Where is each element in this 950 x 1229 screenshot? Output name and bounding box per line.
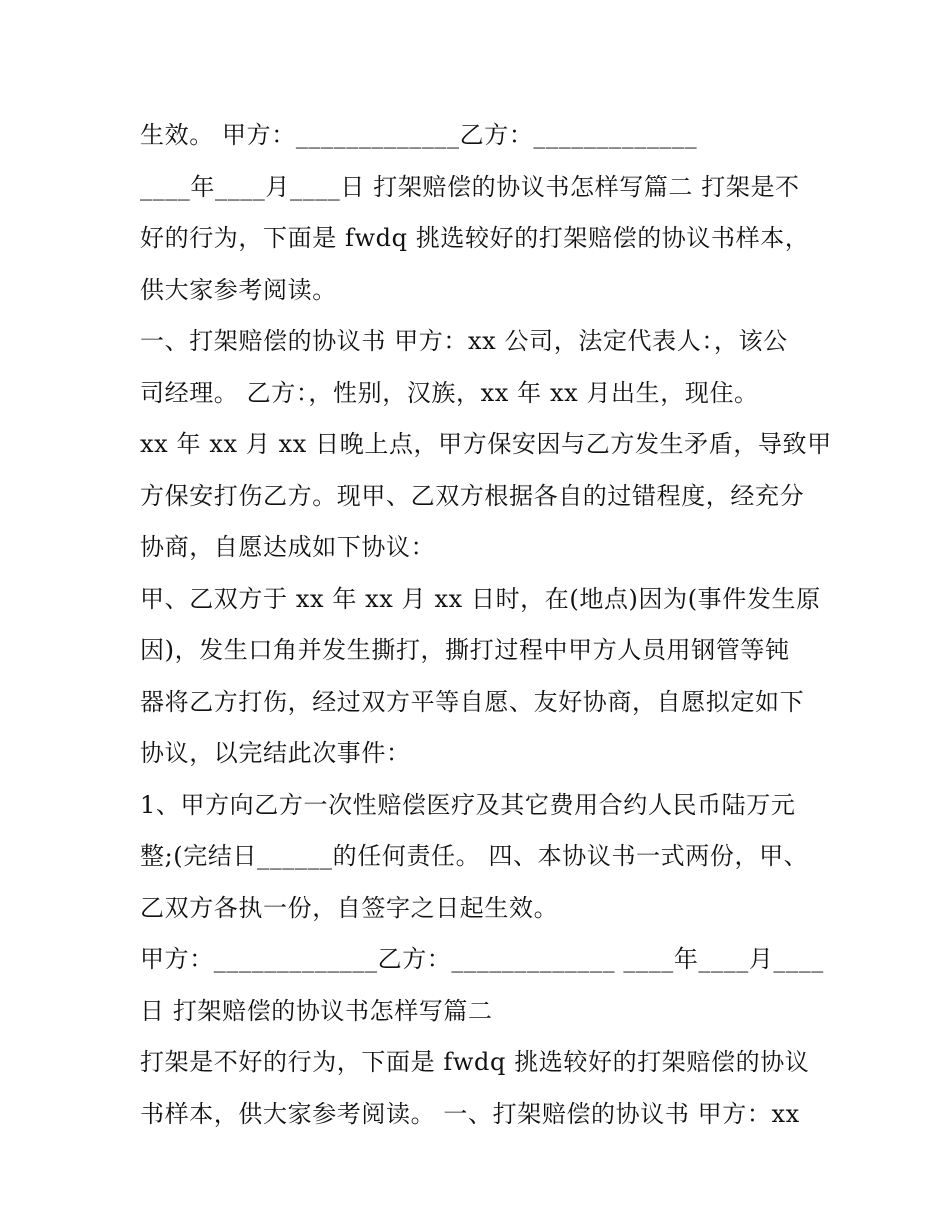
text-line: 协议，以完结此次事件： <box>140 739 411 767</box>
text-line: 司经理。 乙方：，性别，汉族，xx 年 xx 月出生，现住。 <box>140 378 759 407</box>
text-line: 方保安打伤乙方。现甲、乙双方根据各自的过错程度，经充分 <box>140 481 805 510</box>
text-line: 好的行为，下面是 fwdq 挑选较好的打架赔偿的协议书样本， <box>140 224 810 252</box>
text-line: 供大家参考阅读。 <box>140 275 337 304</box>
document-body <box>140 110 832 1140</box>
text-line: 因)，发生口角并发生撕打，撕打过程中甲方人员用钢管等钝 <box>140 636 790 664</box>
text-line: 协商，自愿达成如下协议： <box>140 533 436 561</box>
text-line: 乙双方各执一份，自签字之日起生效。 <box>140 893 559 922</box>
text-line: ____年____月____日 打架赔偿的协议书怎样写篇二 打架是不 <box>140 172 800 201</box>
text-line: 生效。 甲方：_____________乙方：_____________ <box>140 121 698 149</box>
text-line: 甲、乙双方于 xx 年 xx 月 xx 日时，在(地点)因为(事件发生原 <box>140 584 821 613</box>
text-line: 书样本，供大家参考阅读。 一、打架赔偿的协议书 甲方：xx <box>140 1099 800 1128</box>
text-line: 打架是不好的行为，下面是 fwdq 挑选较好的打架赔偿的协议 <box>140 1048 810 1076</box>
text-line: 甲方：_____________乙方：_____________ ____年____月____ <box>140 945 824 973</box>
text-line: 器将乙方打伤，经过双方平等自愿、友好协商，自愿拟定如下 <box>140 687 805 716</box>
text-line: 一、打架赔偿的协议书 甲方：xx 公司，法定代表人：，该公 <box>140 327 788 355</box>
text-line: 整;(完结日______的任何责任。 四、本协议书一式两份，甲、 <box>140 842 809 870</box>
text-line: 日 打架赔偿的协议书怎样写篇二 <box>140 996 493 1025</box>
text-line: 1、甲方向乙方一次性赔偿医疗及其它费用合约人民币陆万元 <box>140 790 796 819</box>
text-line: xx 年 xx 月 xx 日晚上点，甲方保安因与乙方发生矛盾，导致甲 <box>140 430 832 458</box>
